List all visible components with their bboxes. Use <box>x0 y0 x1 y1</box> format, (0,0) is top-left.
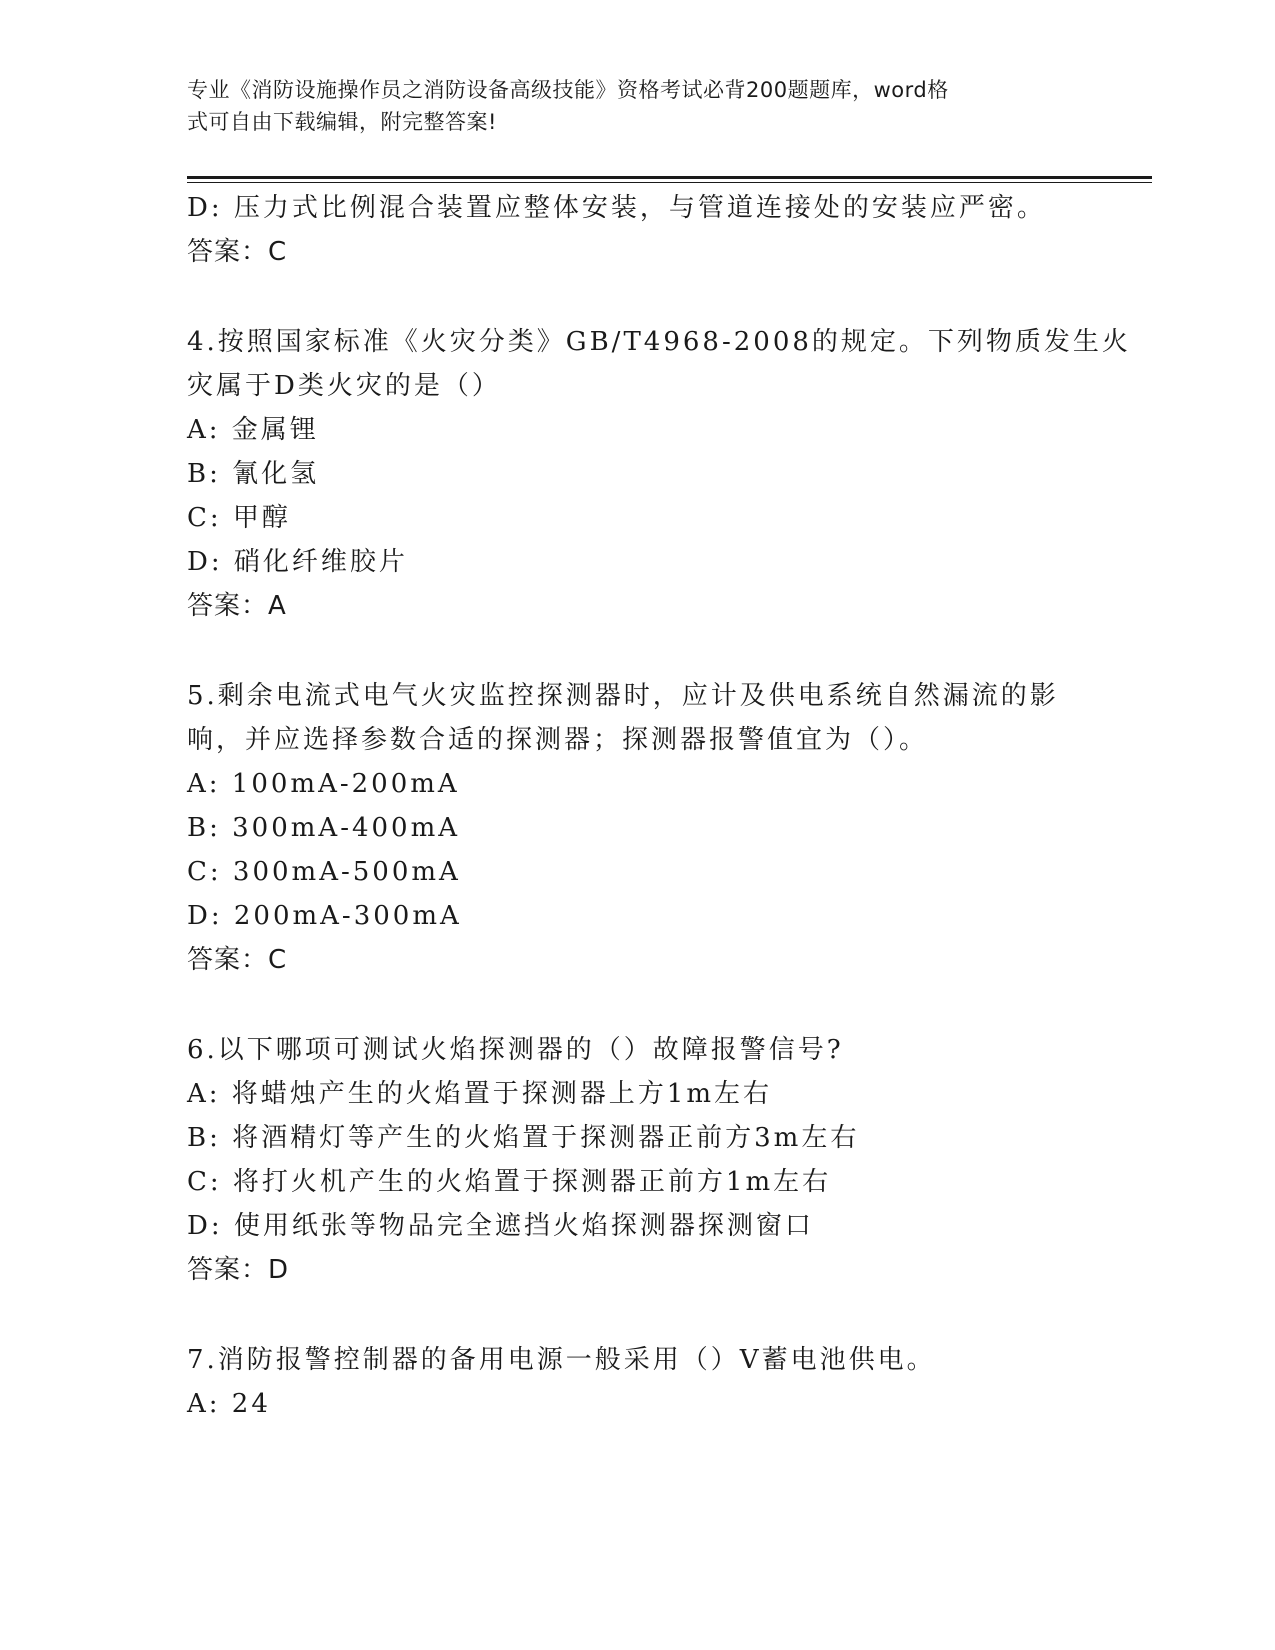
header-line-2: 式可自由下载编辑，附完整答案! <box>187 110 497 134</box>
header-divider-thin <box>187 182 1152 183</box>
question-5-answer: 答案：C <box>187 945 288 975</box>
question-4-option-a: A: 金属锂 <box>187 415 319 445</box>
question-4-option-b: B: 氰化氢 <box>187 459 320 489</box>
question-5-text-line-1: 5.剩余电流式电气火灾监控探测器时，应计及供电系统自然漏流的影 <box>187 681 1059 711</box>
question-5-option-a: A: 100mA-200mA <box>187 769 460 799</box>
question-5-option-c: C: 300mA-500mA <box>187 857 461 887</box>
question-5-option-d: D: 200mA-300mA <box>187 901 462 931</box>
question-5-text-line-2: 响，并应选择参数合适的探测器；探测器报警值宜为（）。 <box>187 725 929 755</box>
question-6-text-line-1: 6.以下哪项可测试火焰探测器的（）故障报警信号? <box>187 1035 844 1065</box>
question-4-option-d: D: 硝化纤维胶片 <box>187 547 408 577</box>
question-4-answer: 答案：A <box>187 591 287 621</box>
question-7-text-line-1: 7.消防报警控制器的备用电源一般采用（）V蓄电池供电。 <box>187 1345 936 1375</box>
question-4-text-line-2: 灾属于D类火灾的是（） <box>187 371 501 401</box>
question-6-answer: 答案：D <box>187 1255 290 1285</box>
header-line-1: 专业《消防设施操作员之消防设备高级技能》资格考试必背200题题库，word格 <box>187 78 949 102</box>
question-6-option-d: D: 使用纸张等物品完全遮挡火焰探测器探测窗口 <box>187 1211 814 1241</box>
question-4-text-line-1: 4.按照国家标准《火灾分类》GB/T4968-2008的规定。下列物质发生火 <box>187 327 1131 357</box>
question-6-option-b: B: 将酒精灯等产生的火焰置于探测器正前方3m左右 <box>187 1123 860 1153</box>
question-6-option-c: C: 将打火机产生的火焰置于探测器正前方1m左右 <box>187 1167 832 1197</box>
question-4-option-c: C: 甲醇 <box>187 503 291 533</box>
question-5-option-b: B: 300mA-400mA <box>187 813 461 843</box>
document-header <box>187 74 1067 138</box>
question-6-option-a: A: 将蜡烛产生的火焰置于探测器上方1m左右 <box>187 1079 772 1109</box>
header-divider-thick <box>187 176 1152 179</box>
prev-question-answer: 答案：C <box>187 237 288 267</box>
prev-question-option-d: D: 压力式比例混合装置应整体安装，与管道连接处的安装应严密。 <box>187 193 1046 223</box>
question-7-option-a: A: 24 <box>187 1389 271 1419</box>
